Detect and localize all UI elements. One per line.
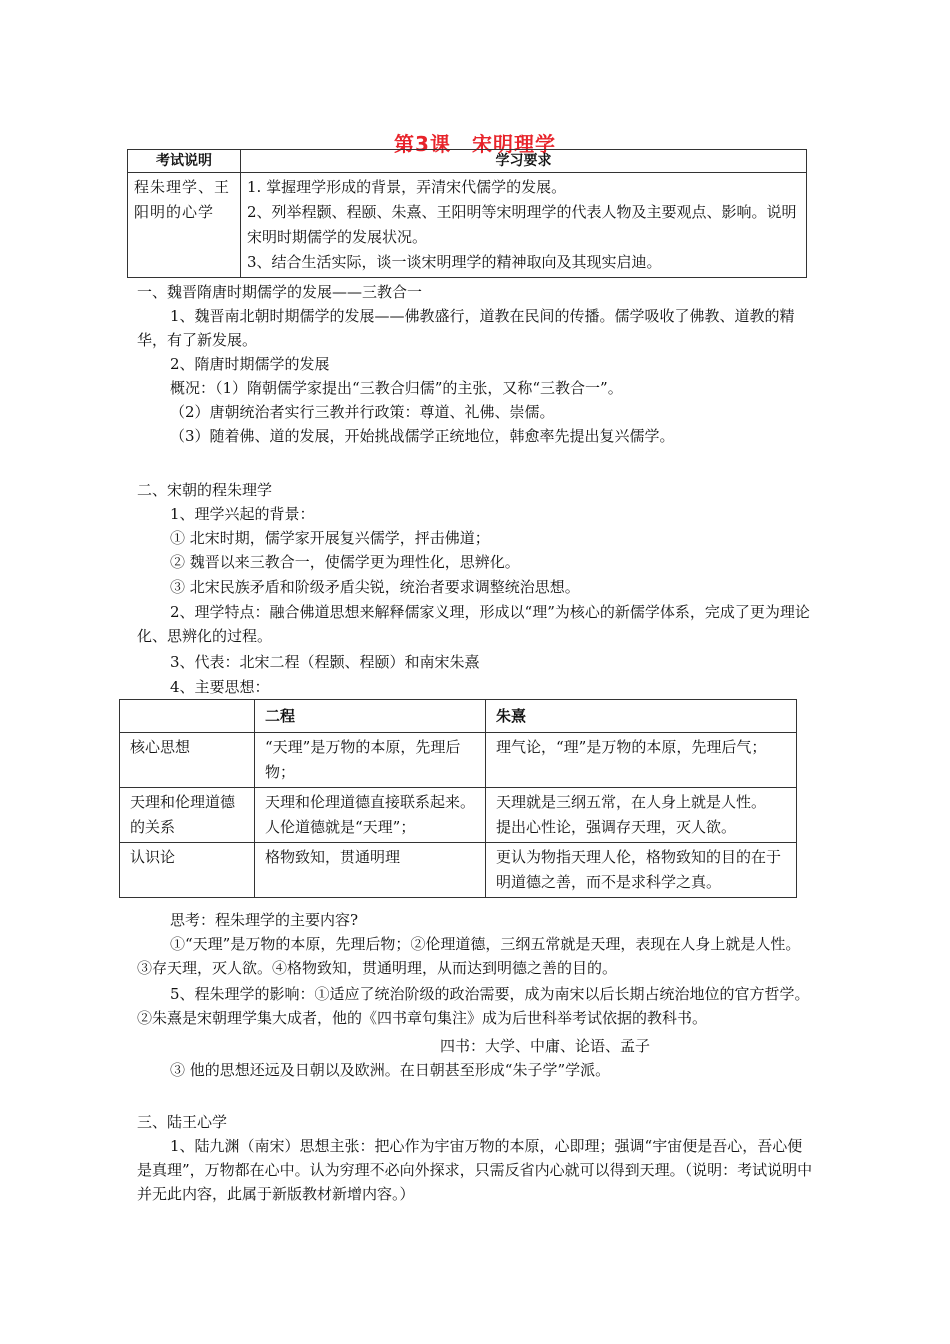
s2-paragraph: 1、理学兴起的背景： bbox=[170, 505, 315, 523]
s1-paragraph: （3）随着佛、道的发展，开始挑战儒学正统地位，韩愈率先提出复兴儒学。 bbox=[170, 427, 675, 445]
section1-heading: 一、魏晋隋唐时期儒学的发展——三教合一 bbox=[137, 283, 423, 301]
cell-zhuxi bbox=[486, 788, 797, 843]
four-books: 四书：大学、中庸、论语、孟子 bbox=[440, 1037, 651, 1055]
requirements-cell bbox=[241, 173, 807, 278]
s3-paragraph: 1、陆九渊（南宋）思想主张：把心作为宇宙万物的本原，心即理；强调“宇宙便是吾心，吾心便是真理”，万物都在心中。认为穷理不必向外探求，只需反省内心就可以得到天理。（说明：考试说明中并无此内容，此属于新版教材新增内容。） bbox=[137, 1137, 813, 1203]
ideas-header-blank bbox=[120, 700, 255, 733]
cell-line: 天理就是三纲五常，在人身上就是人性。 bbox=[496, 793, 767, 811]
page-title: 第3课 宋明理学 bbox=[394, 132, 556, 156]
s2-paragraph: 3、代表：北宋二程（程颢、程颐）和南宋朱熹 bbox=[170, 653, 480, 671]
s1-paragraph: 概况：（1）隋朝儒学家提出“三教合归儒”的主张，又称“三教合一”。 bbox=[170, 379, 623, 397]
s2-paragraph: 4、主要思想： bbox=[170, 678, 270, 696]
requirement-item: 1. 掌握理学形成的背景，弄清宋代儒学的发展。 bbox=[247, 178, 567, 196]
ideas-header-erCheng: 二程 bbox=[255, 700, 486, 733]
s2-paragraph: 2、理学特点：融合佛道思想来解释儒家义理，形成以“理”为核心的新儒学体系，完成了更为理论化、思辨化的过程。 bbox=[137, 603, 810, 645]
influence-paragraph: 5、程朱理学的影响：①适应了统治阶级的政治需要，成为南宋以后长期占统治地位的官方哲学。②朱熹是宋朝理学集大成者，他的《四书章句集注》成为后世科举考试依据的教科书。 bbox=[137, 985, 810, 1027]
main-ideas-table bbox=[119, 699, 797, 898]
row-label: 认识论 bbox=[120, 843, 255, 898]
think-question: 思考：程朱理学的主要内容? bbox=[170, 911, 359, 929]
think-answer: ①“天理”是万物的本原，先理后物；②伦理道德，三纲五常就是天理，表现在人身上就是人性。③存天理，灭人欲。④格物致知，贯通明理，从而达到明德之善的目的。 bbox=[137, 935, 801, 977]
s2-paragraph: ② 魏晋以来三教合一，使儒学更为理性化，思辨化。 bbox=[170, 553, 520, 571]
section2-heading: 二、宋朝的程朱理学 bbox=[137, 481, 273, 499]
row-label: 核心思想 bbox=[120, 733, 255, 788]
s1-paragraph: （2）唐朝统治者实行三教并行政策：尊道、礼佛、崇儒。 bbox=[170, 403, 555, 421]
cell-erCheng: 格物致知，贯通明理 bbox=[255, 843, 486, 898]
s2-paragraph: ① 北宋时期，儒学家开展复兴儒学，抨击佛道； bbox=[170, 529, 490, 547]
requirement-item: 2、列举程颢、程颐、朱熹、王阳明等宋明理学的代表人物及主要观点、影响。说明宋明时期儒学的发展状况。 bbox=[247, 203, 797, 246]
table-row bbox=[120, 733, 797, 788]
cell-erCheng: 天理和伦理道德直接联系起来。人伦道德就是“天理”； bbox=[255, 788, 486, 843]
table-row bbox=[120, 788, 797, 843]
s1-paragraph: 2、隋唐时期儒学的发展 bbox=[170, 355, 330, 373]
s2-paragraph: ③ 北宋民族矛盾和阶级矛盾尖锐，统治者要求调整统治思想。 bbox=[170, 578, 580, 596]
topic-cell: 程朱理学、王阳明的心学 bbox=[128, 173, 241, 278]
requirement-item: 3、结合生活实际，谈一谈宋明理学的精神取向及其现实启迪。 bbox=[247, 253, 662, 271]
table-row bbox=[120, 843, 797, 898]
s1-paragraph: 1、魏晋南北朝时期儒学的发展——佛教盛行，道教在民间的传播。儒学吸收了佛教、道教的精华，有了新发展。 bbox=[137, 307, 795, 349]
influence-paragraph: ③ 他的思想还远及日朝以及欧洲。在日朝甚至形成“朱子学”学派。 bbox=[170, 1061, 611, 1079]
cell-zhuxi: 更认为物指天理人伦，格物致知的目的在于明道德之善，而不是求科学之真。 bbox=[486, 843, 797, 898]
requirements-table bbox=[127, 149, 807, 278]
row-label: 天理和伦理道德的关系 bbox=[120, 788, 255, 843]
ideas-header-zhuxi: 朱熹 bbox=[486, 700, 797, 733]
cell-line: 提出心性论，强调存天理，灭人欲。 bbox=[496, 818, 737, 836]
header-exam-note: 考试说明 bbox=[128, 150, 241, 173]
cell-erCheng: “天理”是万物的本原，先理后物； bbox=[255, 733, 486, 788]
section3-heading: 三、陆王心学 bbox=[137, 1113, 228, 1131]
header-learning-req: 学习要求 bbox=[241, 150, 807, 173]
cell-zhuxi: 理气论，“理”是万物的本原，先理后气； bbox=[486, 733, 797, 788]
